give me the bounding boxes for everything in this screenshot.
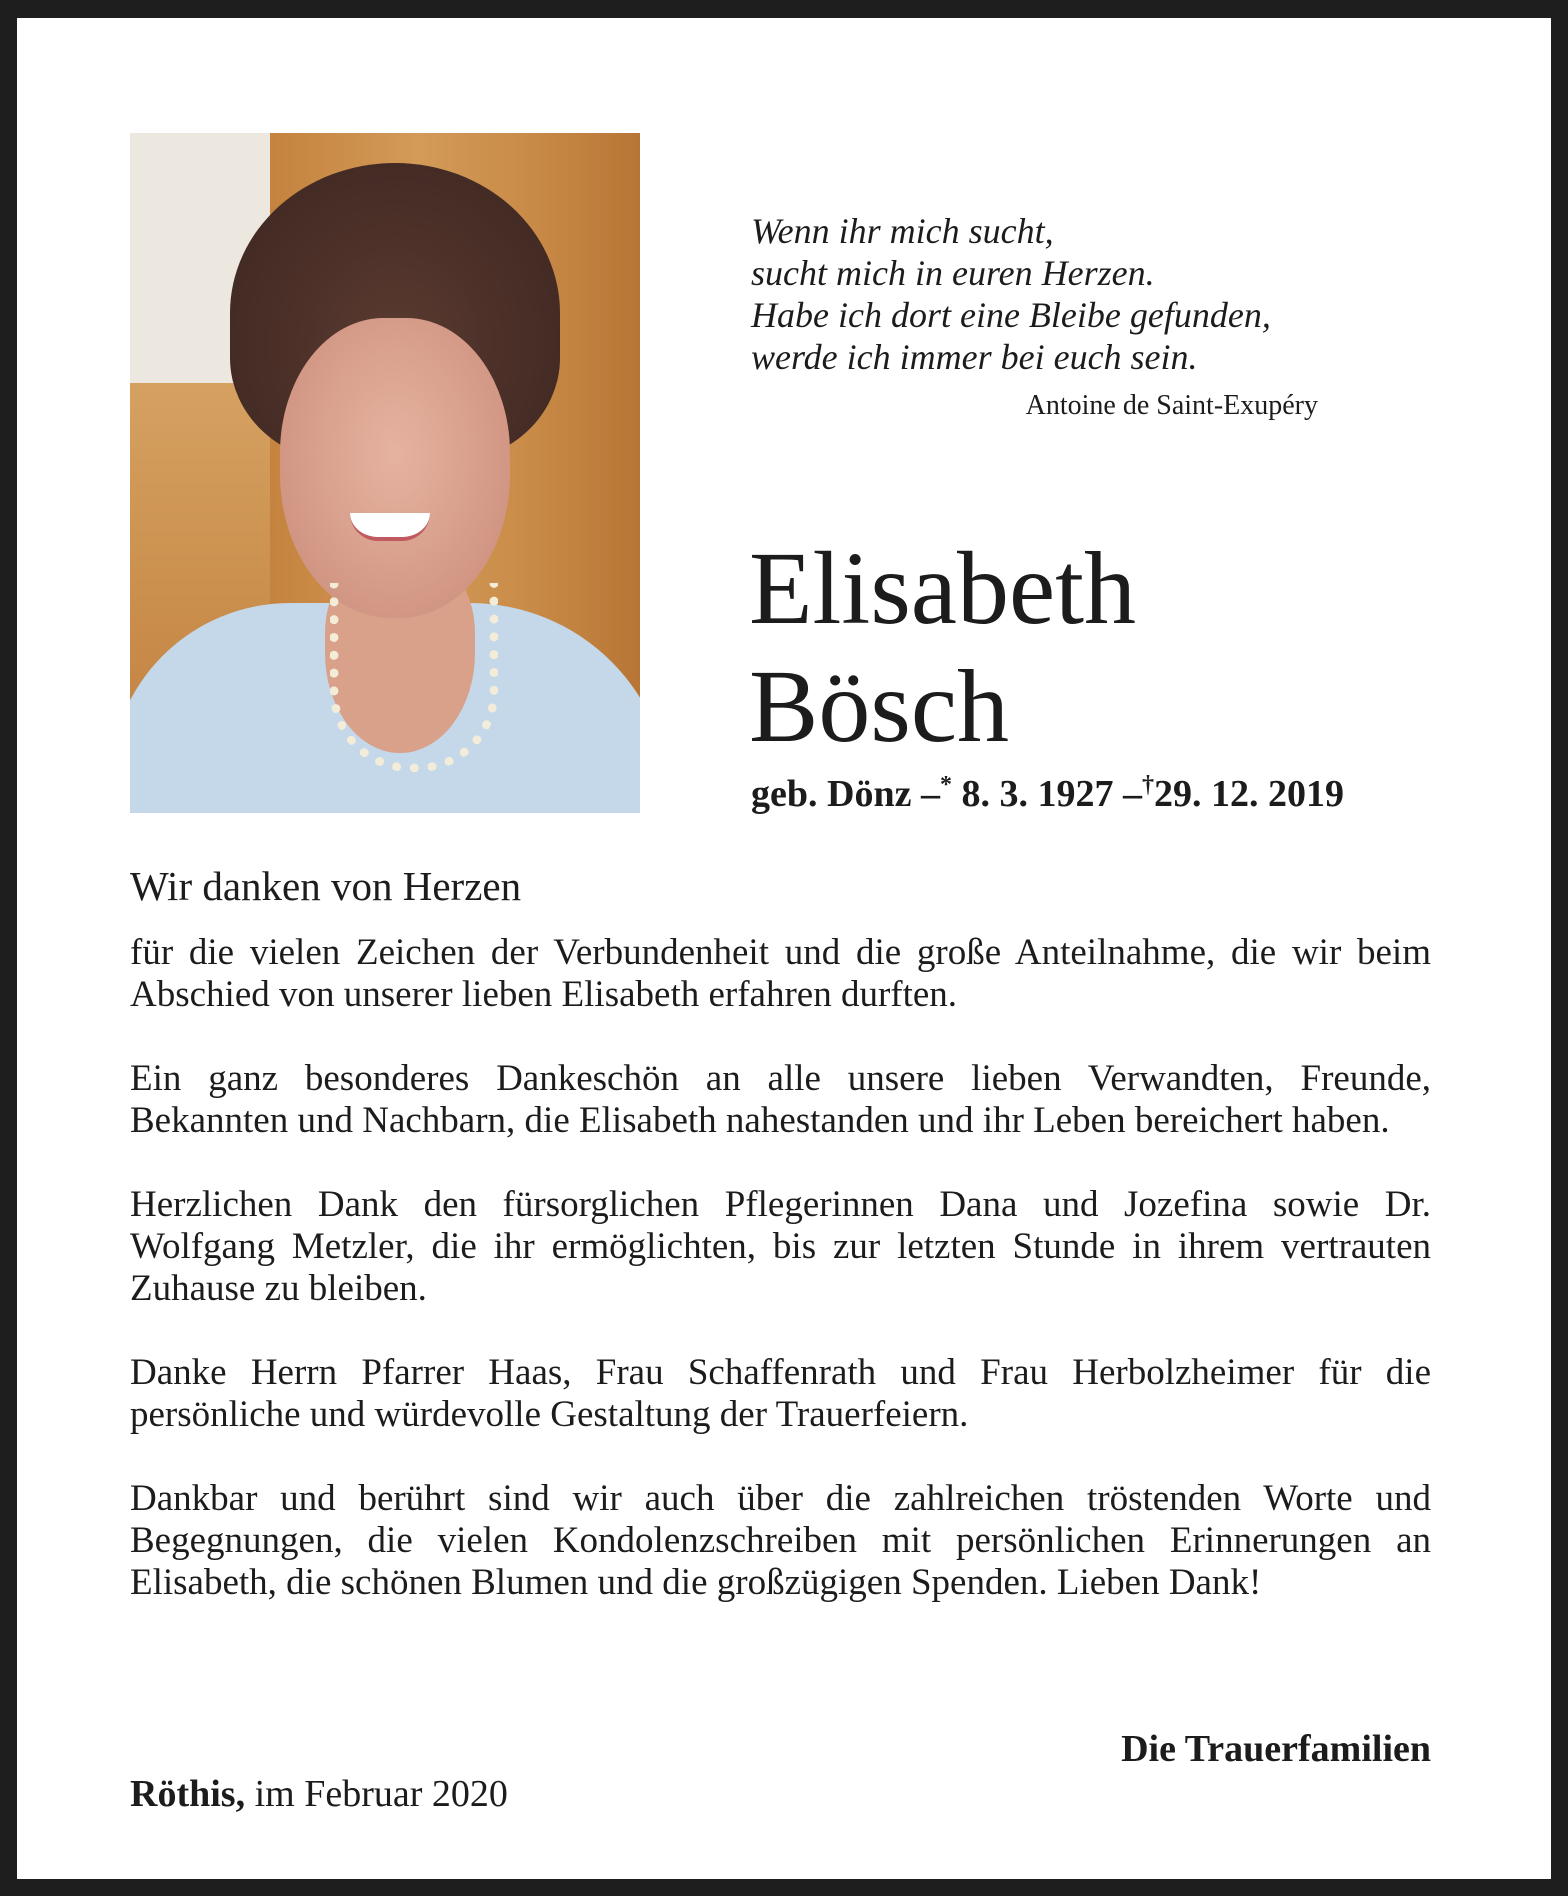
life-dates [751,772,1344,816]
quote-author: Antoine de Saint-Exupéry [1025,390,1318,421]
thanks-body [130,932,1431,1646]
memorial-quote [751,210,1271,378]
birth-symbol: * [939,772,952,798]
separator: – [1122,773,1142,815]
birth-date: 8. 3. 1927 [961,773,1114,815]
thanks-paragraph: Ein ganz besonderes Dankeschön an alle unsere lieben Verwandten, Freunde, Bekannten und Nachbarn, die Elisabeth nahestanden und ihr Leben bereichert haben. [130,1058,1431,1141]
quote-line: sucht mich in euren Herzen. [751,253,1155,293]
thanks-paragraph: Herzlichen Dank den fürsorglichen Pflegerinnen Dana und Jozefina sowie Dr. Wolfgang Metzler, die ihr ermöglichten, bis zur letzten Stunde in ihrem vertrauten Zuhause zu bleiben. [130,1184,1431,1309]
deceased-name [749,530,1136,766]
death-symbol: † [1141,772,1154,798]
quote-line: Habe ich dort eine Bleibe gefunden, [751,295,1271,335]
first-name: Elisabeth [749,531,1137,646]
thanks-paragraph: Dankbar und berührt sind wir auch über die zahlreichen tröstenden Worte und Begegnungen, die vielen Kondolenzschreiben mit persönlichen Erinnerungen an Elisabeth, die schönen Blumen und die großzügigen Spenden. Lieben Dank! [130,1478,1431,1603]
last-name: Bösch [749,649,1009,764]
thanks-paragraph: für die vielen Zeichen der Verbundenheit und die große Anteilnahme, die wir beim Abschied von unserer lieben Elisabeth erfahren durften. [130,932,1431,1015]
quote-line: Wenn ihr mich sucht, [751,211,1054,251]
date: im Februar 2020 [254,1773,508,1815]
separator: – [920,773,940,815]
death-date: 29. 12. 2019 [1153,773,1344,815]
quote-line: werde ich immer bei euch sein. [751,337,1198,377]
thanks-paragraph: Danke Herrn Pfarrer Haas, Frau Schaffenrath und Frau Herbolzheimer für die persönliche und würdevolle Gestaltung der Trauerfeiern. [130,1352,1431,1435]
signature: Die Trauerfamilien [1121,1728,1431,1770]
town: Röthis, [130,1773,246,1815]
portrait-photo [130,133,640,813]
thanks-heading: Wir danken von Herzen [130,863,522,909]
place-date [130,1772,508,1816]
birth-name: geb. Dönz [751,773,912,815]
